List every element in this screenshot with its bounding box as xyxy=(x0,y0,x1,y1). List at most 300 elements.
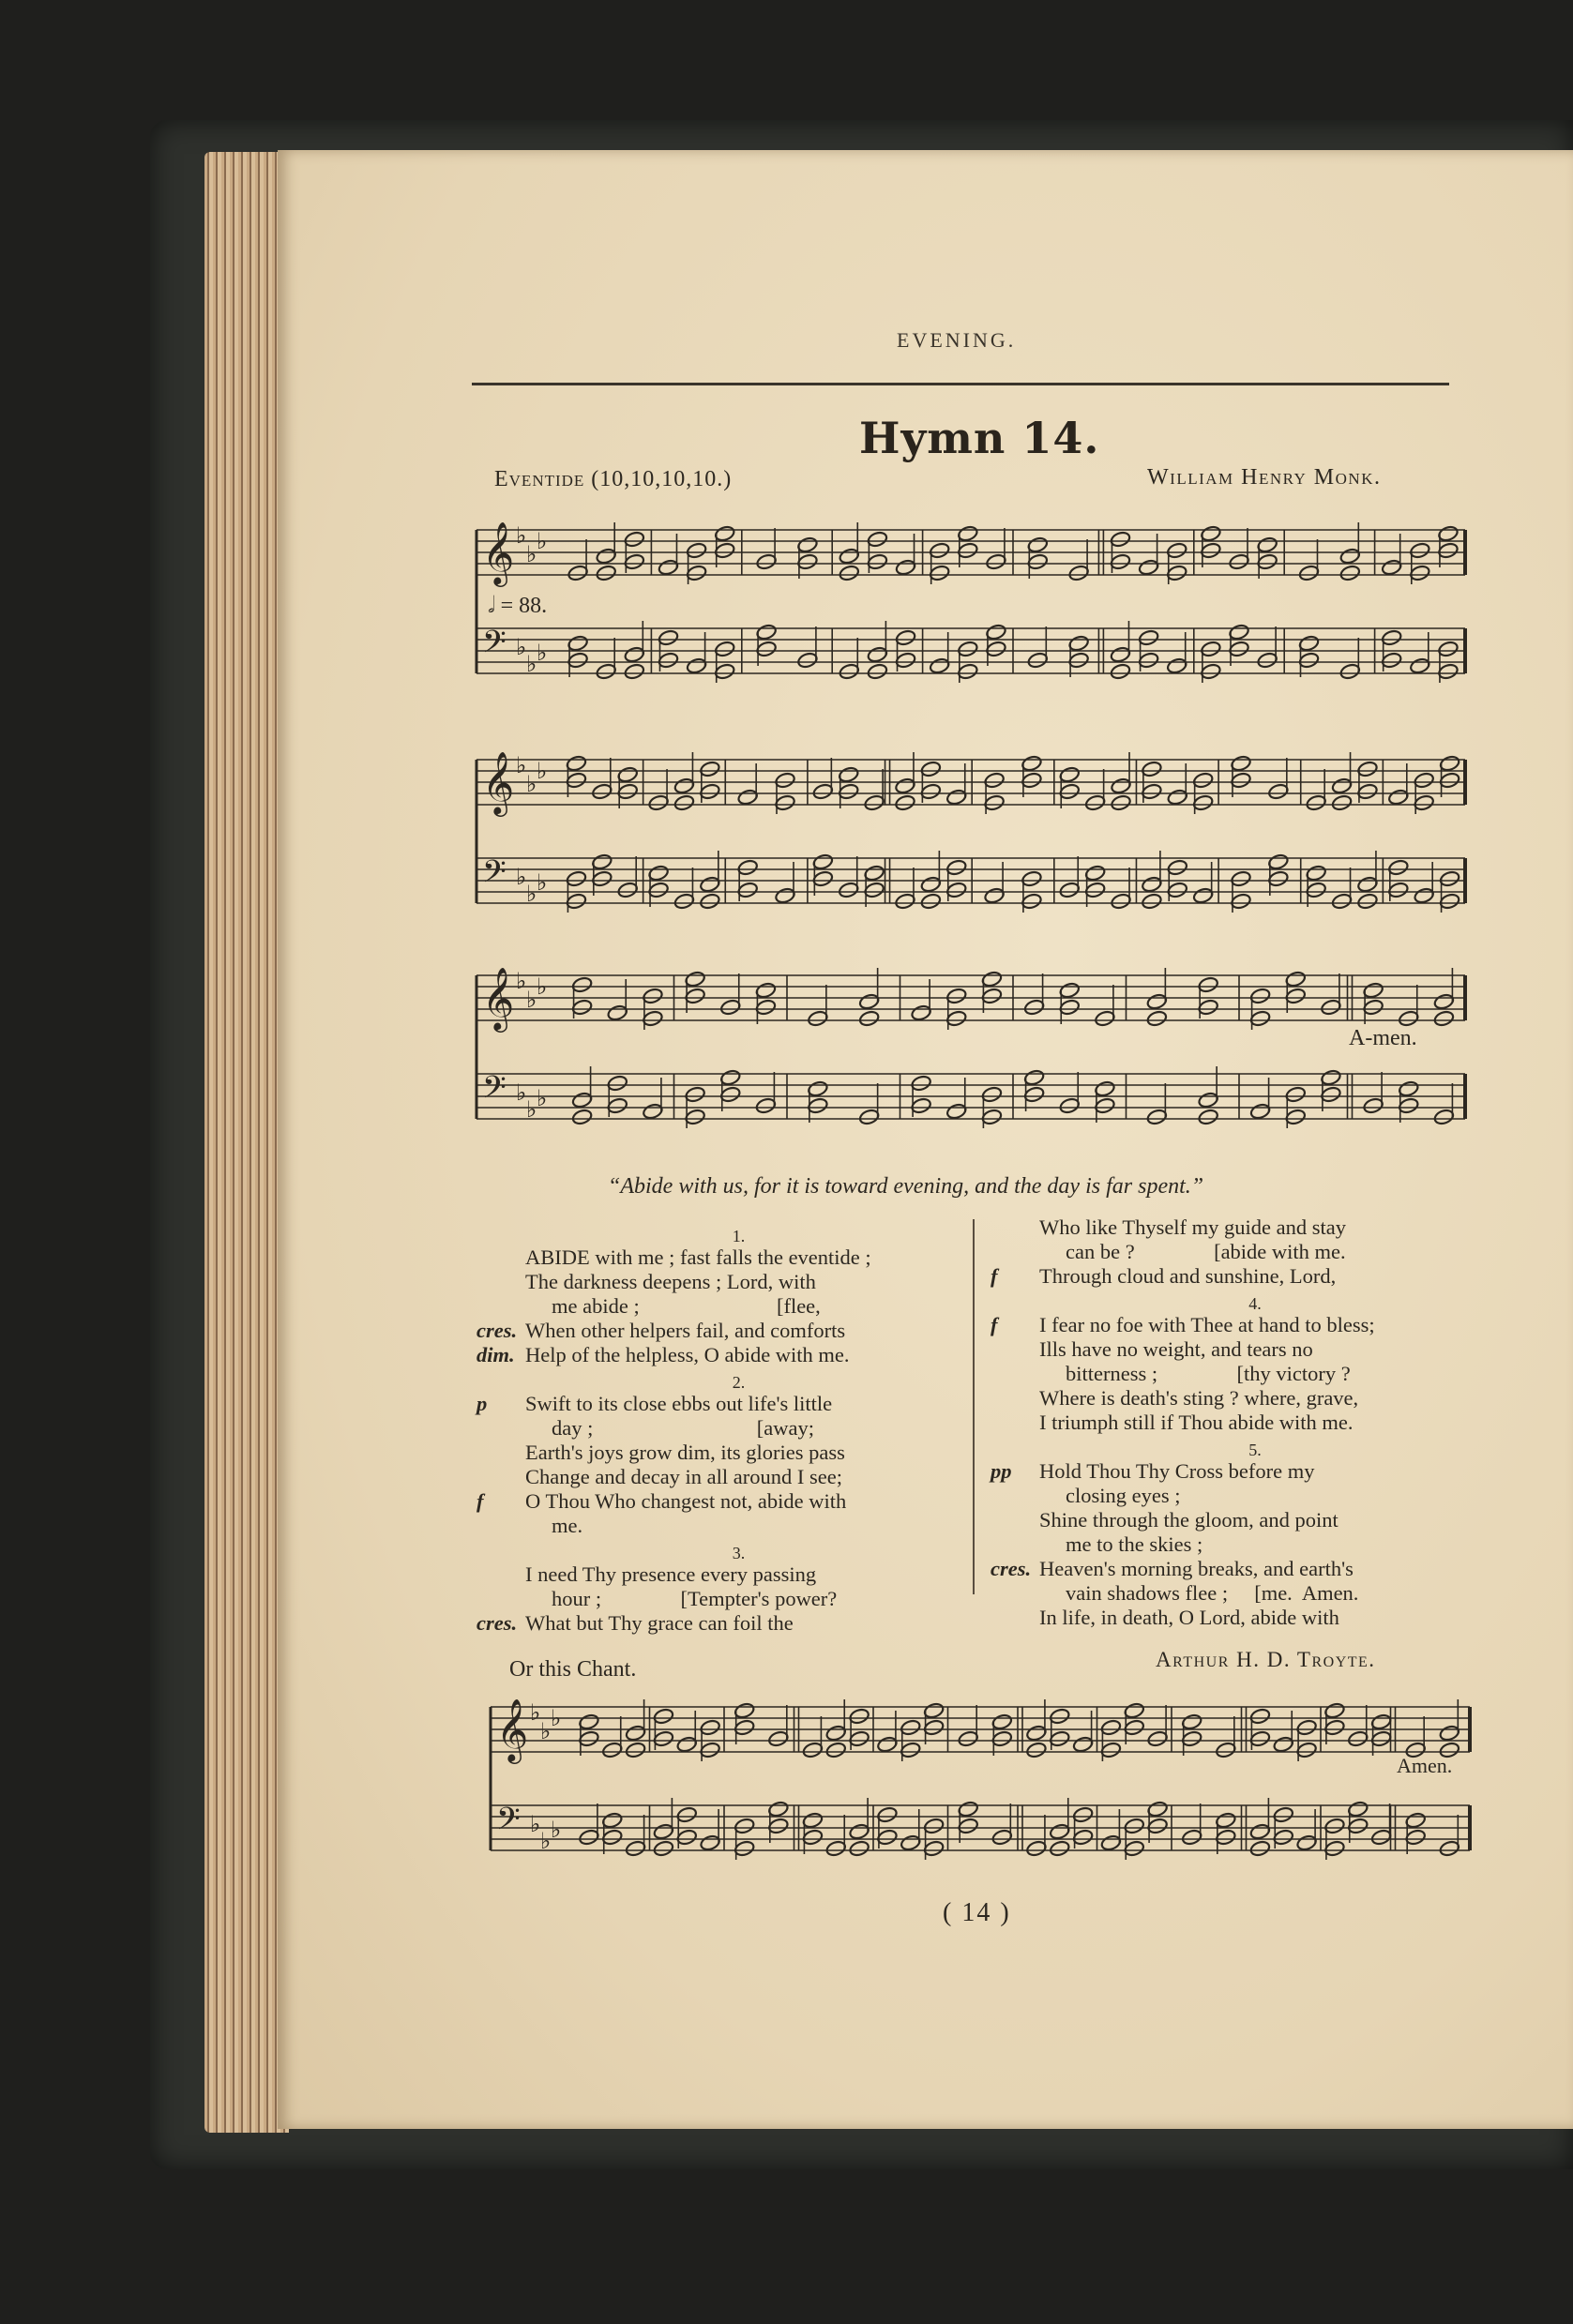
verse-line xyxy=(525,1270,952,1294)
verse-line xyxy=(525,1245,952,1270)
score-svg xyxy=(469,741,1473,938)
note-head xyxy=(1049,1707,1070,1725)
verse-line xyxy=(1039,1337,1471,1362)
flat-sign: ♭ xyxy=(537,530,548,554)
note-head xyxy=(591,869,613,887)
treble-clef: 𝄞 xyxy=(496,1698,529,1761)
note-head xyxy=(895,628,916,646)
verse-line xyxy=(476,1319,952,1343)
note-head xyxy=(737,881,759,898)
music-system-2 xyxy=(469,741,1473,938)
note-head xyxy=(1370,1729,1392,1747)
note-head xyxy=(920,760,942,777)
note-head xyxy=(1398,1079,1419,1097)
note-head xyxy=(1110,645,1131,663)
verse-line xyxy=(1039,1411,1471,1435)
note-head xyxy=(1059,981,1081,999)
note-head xyxy=(900,1834,921,1851)
note-head xyxy=(601,1828,623,1846)
note-head xyxy=(714,541,735,559)
note-head xyxy=(1025,1839,1047,1857)
note-head xyxy=(848,1822,870,1840)
note-head xyxy=(571,1108,593,1125)
note-head xyxy=(1437,662,1459,680)
note-head xyxy=(1192,793,1214,811)
note-head xyxy=(848,1839,870,1857)
note-head xyxy=(1141,760,1162,777)
note-head xyxy=(1249,1822,1271,1840)
note-head xyxy=(1267,869,1289,887)
note-head xyxy=(1323,1839,1345,1857)
verse-text: Where is death's sting ? where, grave, xyxy=(1039,1386,1359,1410)
note-head xyxy=(684,1108,705,1125)
note-head xyxy=(1167,788,1188,806)
verse-text: vain shadows flee ; [me. Amen. xyxy=(1066,1581,1359,1605)
note-head xyxy=(876,1735,898,1753)
note-head xyxy=(734,1701,755,1719)
note-head xyxy=(812,853,834,870)
note-head xyxy=(676,1828,698,1846)
note-head xyxy=(774,771,795,789)
note-head xyxy=(957,640,978,657)
note-head xyxy=(1138,558,1159,576)
verse-line xyxy=(991,1264,1471,1289)
note-head xyxy=(624,552,645,570)
note-head xyxy=(983,771,1005,789)
flat-sign: ♭ xyxy=(526,988,537,1013)
note-head xyxy=(1249,1009,1271,1027)
note-head xyxy=(1323,1718,1345,1736)
note-head xyxy=(1094,1079,1115,1097)
note-head xyxy=(673,777,695,794)
note-head xyxy=(1110,662,1131,680)
note-head xyxy=(825,1741,847,1758)
verse-block xyxy=(476,1227,952,1367)
verse-text: In life, in death, O Lord, abide with xyxy=(1039,1606,1339,1629)
note-head xyxy=(1023,998,1045,1016)
note-head xyxy=(1230,754,1251,772)
note-head xyxy=(1433,1108,1455,1125)
verse-text: O Thou Who changest not, abide with xyxy=(525,1489,847,1513)
verse-block xyxy=(991,1294,1471,1435)
note-head xyxy=(647,793,669,811)
verse-block xyxy=(991,1215,1471,1289)
flat-sign: ♭ xyxy=(537,871,548,896)
note-head xyxy=(767,1817,789,1834)
note-head xyxy=(1059,1096,1081,1114)
note-head xyxy=(929,541,950,559)
music-system-chant xyxy=(483,1688,1477,1885)
note-head xyxy=(839,564,860,581)
note-head xyxy=(923,1701,945,1719)
note-head xyxy=(1267,782,1289,800)
verse-text: Ills have no weight, and tears no xyxy=(1039,1337,1313,1361)
epigraph: “Abide with us, for it is toward evening, and the day is far spent.” xyxy=(608,1174,1204,1199)
note-head xyxy=(1433,1009,1455,1027)
note-head xyxy=(624,662,645,680)
note-head xyxy=(571,975,593,993)
dynamic-mark: cres. xyxy=(476,1319,518,1342)
note-head xyxy=(958,1729,979,1747)
note-head xyxy=(1072,1805,1094,1823)
verse-text: Shine through the gloom, and point xyxy=(1039,1508,1339,1532)
flat-sign: ♭ xyxy=(526,1098,537,1123)
note-head xyxy=(812,782,834,800)
note-head xyxy=(714,524,735,542)
note-head xyxy=(601,1811,623,1829)
verse-text: me abide ; [flee, xyxy=(552,1294,821,1318)
note-head xyxy=(1347,1729,1369,1747)
flat-sign: ♭ xyxy=(551,1707,562,1731)
amen-label: A-men. xyxy=(1349,1026,1417,1050)
note-head xyxy=(774,886,795,904)
note-head xyxy=(1331,793,1353,811)
note-head xyxy=(719,1085,741,1103)
note-head xyxy=(647,864,669,882)
note-head xyxy=(1323,1701,1345,1719)
note-head xyxy=(571,1091,593,1109)
note-head xyxy=(1049,1839,1070,1857)
note-head xyxy=(1027,651,1049,669)
note-head xyxy=(714,640,735,657)
flat-sign: ♭ xyxy=(551,1818,562,1843)
note-head xyxy=(958,1800,979,1818)
note-head xyxy=(923,1839,945,1857)
bass-clef: 𝄢 xyxy=(482,1070,507,1113)
note-head xyxy=(1295,1718,1317,1736)
note-head xyxy=(699,760,720,777)
note-head xyxy=(566,771,587,789)
note-head xyxy=(1356,760,1378,777)
note-head xyxy=(867,645,888,663)
note-head xyxy=(1110,777,1131,794)
note-head xyxy=(945,858,967,876)
note-head xyxy=(1059,881,1081,898)
note-head xyxy=(1181,1729,1202,1747)
note-head xyxy=(895,651,916,669)
note-head xyxy=(1439,1839,1460,1857)
verse-text: Swift to its close ebbs out life's little xyxy=(525,1392,833,1415)
note-head xyxy=(1306,881,1327,898)
verse-text: I triumph still if Thou abide with me. xyxy=(1039,1411,1354,1434)
note-head xyxy=(839,547,860,565)
note-head xyxy=(1198,998,1219,1016)
note-head xyxy=(802,1741,824,1758)
note-head xyxy=(1347,1800,1369,1818)
note-head xyxy=(957,662,978,680)
note-head xyxy=(567,564,588,581)
note-head xyxy=(1100,1741,1122,1758)
verse-line xyxy=(476,1392,952,1416)
flat-sign: ♭ xyxy=(516,524,527,549)
dynamic-mark: cres. xyxy=(476,1611,518,1635)
hymn-title: Hymn 14. xyxy=(859,413,1100,463)
verse-text: The darkness deepens ; Lord, with xyxy=(525,1270,816,1293)
note-head xyxy=(1362,1096,1384,1114)
note-head xyxy=(734,1817,755,1834)
note-head xyxy=(1181,1713,1202,1730)
note-head xyxy=(1059,998,1081,1016)
note-head xyxy=(1320,998,1341,1016)
note-head xyxy=(929,656,950,674)
note-head xyxy=(719,998,741,1016)
verse-line xyxy=(1039,1240,1471,1264)
note-head xyxy=(755,1096,777,1114)
note-head xyxy=(945,788,967,806)
note-head xyxy=(1124,1817,1145,1834)
verse-line xyxy=(525,1514,952,1538)
note-head xyxy=(894,777,915,794)
note-head xyxy=(1138,651,1159,669)
note-head xyxy=(1409,656,1430,674)
note-head xyxy=(1267,853,1289,870)
note-head xyxy=(802,1828,824,1846)
verse-line xyxy=(525,1416,952,1441)
dynamic-mark: f xyxy=(476,1489,484,1513)
note-head xyxy=(676,1735,698,1753)
note-head xyxy=(923,1817,945,1834)
flat-sign: ♭ xyxy=(537,1087,548,1111)
verse-text: closing eyes ; xyxy=(1066,1484,1181,1507)
running-head: EVENING. xyxy=(897,328,1017,352)
note-head xyxy=(699,892,720,910)
note-head xyxy=(658,651,679,669)
composer: William Henry Monk. xyxy=(1147,465,1382,490)
note-head xyxy=(985,640,1006,657)
note-head xyxy=(1166,656,1187,674)
note-head xyxy=(985,623,1006,641)
note-head xyxy=(825,1839,847,1857)
note-head xyxy=(1228,623,1249,641)
flat-sign: ♭ xyxy=(526,543,537,567)
note-head xyxy=(983,886,1005,904)
note-head xyxy=(1339,547,1361,565)
flat-sign: ♭ xyxy=(516,970,527,994)
verse-line xyxy=(476,1611,952,1636)
note-head xyxy=(957,524,978,542)
tempo-marking: 𝅗𝅥 = 88. xyxy=(488,594,548,618)
note-head xyxy=(1200,524,1221,542)
note-head xyxy=(684,987,705,1004)
verses-left-column xyxy=(476,1227,952,1641)
note-head xyxy=(714,662,735,680)
note-head xyxy=(1067,634,1089,652)
verse-text: Help of the helpless, O abide with me. xyxy=(525,1343,850,1366)
verse-number: 2. xyxy=(732,1373,746,1392)
note-head xyxy=(1285,1108,1307,1125)
note-head xyxy=(1200,662,1221,680)
note-head xyxy=(1230,869,1251,887)
dynamic-mark: f xyxy=(991,1264,998,1288)
note-head xyxy=(1230,771,1251,789)
note-head xyxy=(755,552,777,570)
note-head xyxy=(1433,992,1455,1010)
note-head xyxy=(673,892,695,910)
verse-text: Who like Thyself my guide and stay xyxy=(1039,1215,1347,1239)
note-head xyxy=(1181,1828,1202,1846)
verse-text: I need Thy presence every passing xyxy=(525,1562,817,1586)
note-head xyxy=(567,634,588,652)
note-head xyxy=(876,1828,898,1846)
verse-line xyxy=(1039,1581,1471,1606)
flat-sign: ♭ xyxy=(537,975,548,1000)
note-head xyxy=(658,558,679,576)
note-head xyxy=(1100,1834,1122,1851)
note-head xyxy=(1025,1724,1047,1742)
note-head xyxy=(1059,782,1081,800)
note-head xyxy=(1110,793,1131,811)
note-head xyxy=(863,881,885,898)
note-head xyxy=(625,1839,646,1857)
verse-number: 4. xyxy=(1248,1294,1262,1313)
note-head xyxy=(767,1729,789,1747)
note-head xyxy=(578,1828,599,1846)
flat-sign: ♭ xyxy=(537,760,548,784)
treble-clef: 𝄞 xyxy=(482,750,515,814)
note-head xyxy=(755,640,777,657)
note-head xyxy=(1306,864,1327,882)
note-head xyxy=(699,782,720,800)
note-head xyxy=(684,970,705,988)
dynamic-mark: dim. xyxy=(476,1343,515,1366)
note-head xyxy=(566,869,587,887)
note-head xyxy=(1362,998,1384,1016)
note-head xyxy=(607,1074,628,1092)
note-head xyxy=(647,881,669,898)
note-head xyxy=(867,662,888,680)
flat-sign: ♭ xyxy=(516,866,527,890)
note-head xyxy=(1124,1839,1145,1857)
note-head xyxy=(578,1713,599,1730)
note-head xyxy=(1331,892,1353,910)
note-head xyxy=(642,1102,663,1120)
note-head xyxy=(1320,1085,1341,1103)
note-head xyxy=(1437,640,1459,657)
note-head xyxy=(802,1811,824,1829)
note-head xyxy=(1215,1828,1236,1846)
note-head xyxy=(617,765,639,783)
note-head xyxy=(1021,754,1042,772)
note-head xyxy=(737,858,759,876)
note-head xyxy=(1347,1817,1369,1834)
note-head xyxy=(1067,564,1089,581)
note-head xyxy=(755,623,777,641)
note-head xyxy=(1230,892,1251,910)
note-head xyxy=(1298,634,1320,652)
verse-text: me to the skies ; xyxy=(1066,1532,1203,1556)
note-head xyxy=(686,541,707,559)
note-head xyxy=(858,992,880,1010)
note-head xyxy=(686,564,707,581)
note-head xyxy=(945,881,967,898)
note-head xyxy=(642,987,663,1004)
note-head xyxy=(1021,869,1042,887)
note-head xyxy=(755,981,777,999)
note-head xyxy=(737,788,759,806)
note-head xyxy=(1141,782,1162,800)
note-head xyxy=(1370,1713,1392,1730)
note-head xyxy=(1405,1811,1427,1829)
note-head xyxy=(1049,1822,1070,1840)
note-head xyxy=(894,892,915,910)
note-head xyxy=(825,1724,847,1742)
dynamic-mark: pp xyxy=(991,1459,1012,1483)
note-head xyxy=(1295,1834,1317,1851)
note-head xyxy=(1049,1729,1070,1747)
note-head xyxy=(601,1741,623,1758)
note-head xyxy=(1285,987,1307,1004)
note-head xyxy=(1021,892,1042,910)
note-head xyxy=(1439,1724,1460,1742)
note-head xyxy=(653,1839,674,1857)
verse-line xyxy=(476,1343,952,1367)
note-head xyxy=(625,1724,646,1742)
note-head xyxy=(1249,1729,1271,1747)
note-head xyxy=(1198,1091,1219,1109)
note-head xyxy=(642,1009,663,1027)
note-head xyxy=(807,1096,828,1114)
note-head xyxy=(981,1085,1003,1103)
flat-sign: ♭ xyxy=(516,754,527,778)
note-head xyxy=(945,1009,967,1027)
note-head xyxy=(596,564,617,581)
note-head xyxy=(673,793,695,811)
note-head xyxy=(1331,777,1353,794)
note-head xyxy=(1198,975,1219,993)
note-head xyxy=(1059,765,1081,783)
verse-line xyxy=(525,1587,952,1611)
note-head xyxy=(876,1805,898,1823)
note-head xyxy=(1414,771,1435,789)
note-head xyxy=(596,547,617,565)
note-head xyxy=(1370,1828,1392,1846)
note-head xyxy=(1023,1085,1045,1103)
flat-sign: ♭ xyxy=(537,641,548,666)
note-head xyxy=(900,1741,921,1758)
note-head xyxy=(1067,651,1089,669)
note-head xyxy=(686,656,707,674)
verse-line xyxy=(1039,1386,1471,1411)
note-head xyxy=(1439,892,1460,910)
note-head xyxy=(1200,541,1221,559)
note-head xyxy=(591,853,613,870)
note-head xyxy=(1249,987,1271,1004)
verse-text: bitterness ; [thy victory ? xyxy=(1066,1362,1351,1385)
flat-sign: ♭ xyxy=(516,636,527,660)
note-head xyxy=(1146,1729,1168,1747)
note-head xyxy=(578,1729,599,1747)
note-head xyxy=(1414,793,1435,811)
note-head xyxy=(699,1718,720,1736)
note-head xyxy=(1167,881,1188,898)
flat-sign: ♭ xyxy=(530,1701,541,1726)
verse-line xyxy=(476,1489,952,1514)
note-head xyxy=(1414,886,1435,904)
note-head xyxy=(894,793,915,811)
chant-amen-label: Amen. xyxy=(1397,1754,1453,1777)
dynamic-mark: p xyxy=(476,1392,488,1415)
chant-composer: Arthur H. D. Troyte. xyxy=(1156,1648,1376,1671)
note-head xyxy=(863,864,885,882)
dynamic-mark: f xyxy=(991,1313,998,1336)
music-system-1 xyxy=(469,511,1473,708)
note-head xyxy=(1257,536,1278,553)
note-head xyxy=(945,1102,967,1120)
note-head xyxy=(796,552,818,570)
note-head xyxy=(796,651,818,669)
verse-text: Change and decay in all around I see; xyxy=(525,1465,842,1488)
note-head xyxy=(867,552,888,570)
